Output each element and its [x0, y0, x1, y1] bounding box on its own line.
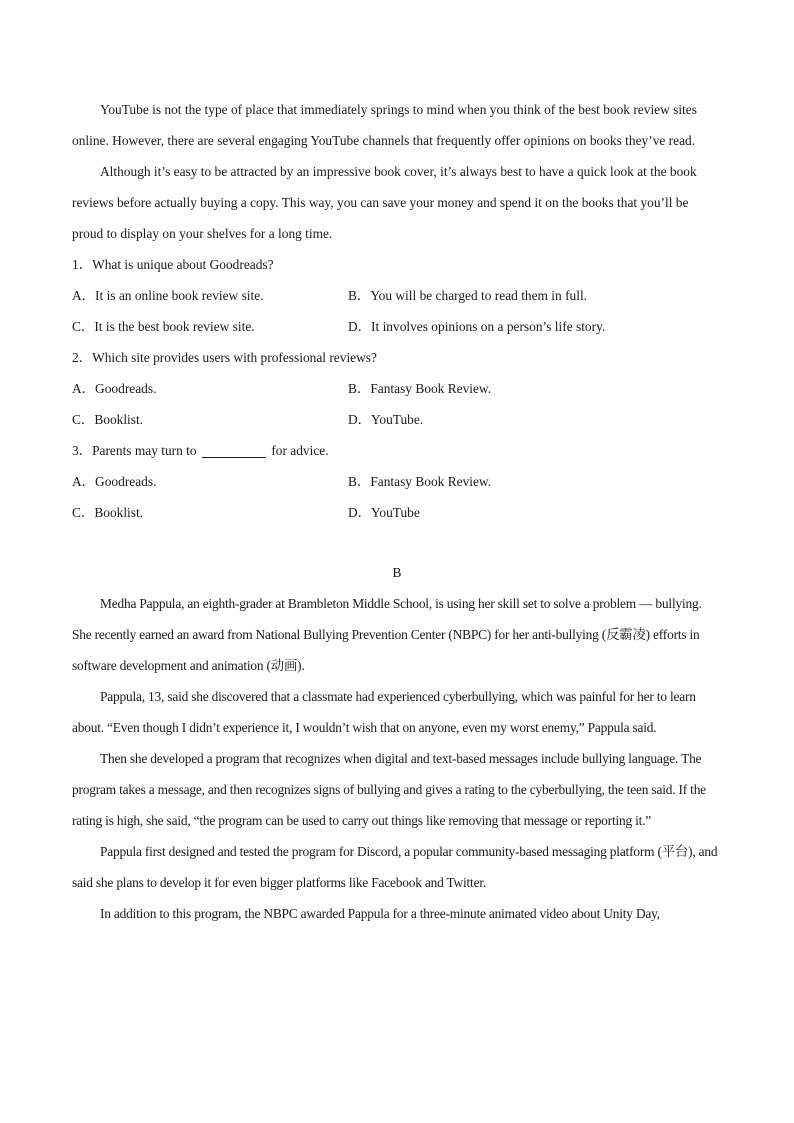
option-c: C．Booklist.	[72, 412, 144, 427]
question-stem: 1．What is unique about Goodreads?	[72, 257, 274, 272]
option-list	[72, 466, 722, 528]
option-a: A．It is an online book review site.	[72, 288, 264, 303]
question-stem-end: for advice.	[271, 443, 329, 458]
question-stem-start: 3．Parents may turn to	[72, 443, 197, 458]
question-stem	[72, 435, 722, 466]
passage-b-paragraph: Pappula first designed and tested the program for Discord, a popular community-based messaging platform (平台), and said she plans to develop it for even bigger platforms like Facebook and Twitter.	[72, 844, 718, 890]
option-d: D．It involves opinions on a person’s life story.	[348, 319, 606, 334]
option-d: D．YouTube.	[348, 412, 424, 427]
option-c: C．It is the best book review site.	[72, 319, 255, 334]
question-2	[72, 342, 722, 435]
passage-a-paragraph: YouTube is not the type of place that immediately springs to mind when you think of the best book review sites online. However, there are several engaging YouTube channels that frequently offer opinions on books they’ve read.	[72, 102, 697, 148]
question-3	[72, 435, 722, 528]
option-b: B．Fantasy Book Review.	[348, 474, 492, 489]
passage-b-paragraph: Medha Pappula, an eighth-grader at Brambleton Middle School, is using her skill set to solve a problem — bullying. She recently earned an award from National Bullying Prevention Center (NBPC) for her anti-bullying (反霸凌) efforts in software development and animation (动画).	[72, 596, 702, 673]
document-page	[72, 94, 722, 929]
option-b: B．You will be charged to read them in full.	[348, 288, 588, 303]
section-b-title: B	[392, 565, 402, 580]
passage-b-paragraph: Pappula, 13, said she discovered that a classmate had experienced cyberbullying, which was painful for her to learn about. “Even though I didn’t experience it, I wouldn’t wish that on anyone, even my worst enemy,” Pappula said.	[72, 689, 696, 735]
answer-blank	[202, 456, 266, 458]
option-list	[72, 373, 722, 435]
option-b: B．Fantasy Book Review.	[348, 381, 492, 396]
option-a: A．Goodreads.	[72, 474, 157, 489]
question-1	[72, 249, 722, 342]
passage-b-paragraph: Then she developed a program that recognizes when digital and text-based messages include bullying language. The program takes a message, and then recognizes signs of bullying and gives a rating to the cyberbullying, the teen said. If the rating is high, she said, “the program can be used to carry out things like removing that message or reporting it.”	[72, 751, 706, 828]
question-stem: 2．Which site provides users with professional reviews?	[72, 350, 377, 365]
option-a: A．Goodreads.	[72, 381, 157, 396]
passage-a-paragraph: Although it’s easy to be attracted by an impressive book cover, it’s always best to have a quick look at the book reviews before actually buying a copy. This way, you can save your money and spend it on the books that you’ll be proud to display on your shelves for a long time.	[72, 164, 697, 241]
option-list	[72, 280, 722, 342]
option-c: C．Booklist.	[72, 505, 144, 520]
passage-b-paragraph: In addition to this program, the NBPC awarded Pappula for a three-minute animated video about Unity Day,	[100, 906, 660, 921]
option-d: D．YouTube	[348, 505, 420, 520]
